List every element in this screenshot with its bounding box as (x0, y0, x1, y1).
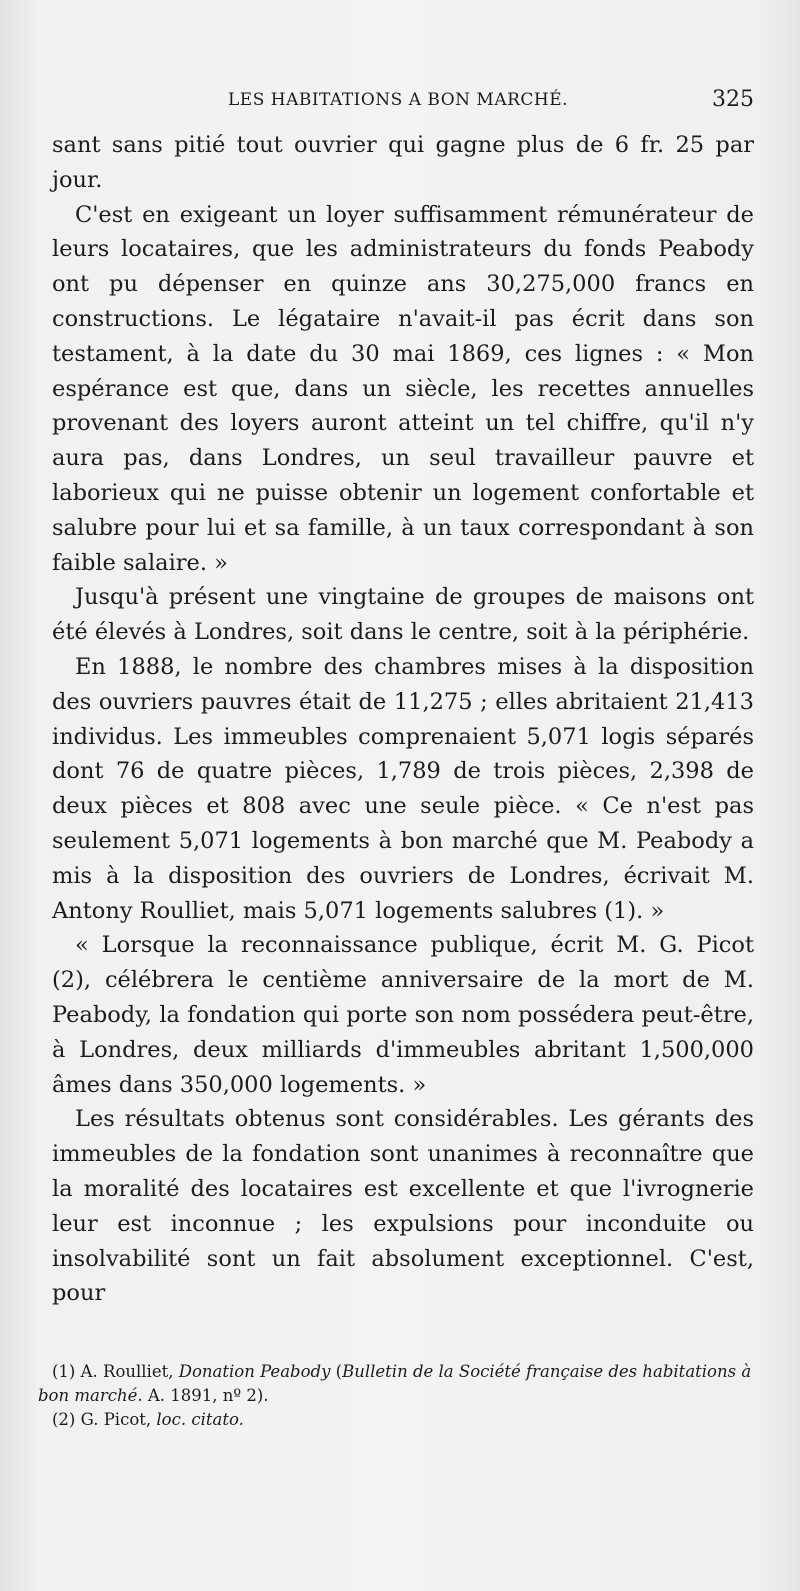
page-number: 325 (712, 87, 754, 112)
page-header (0, 87, 800, 120)
footnote-1-journal: Bulletin de la Société française des habitations à bon marché. (38, 1362, 752, 1405)
footnote-2 (38, 1408, 758, 1432)
footnote-1-title: Donation Peabody (178, 1362, 331, 1381)
paragraph-3: Jusqu'à présent une vingtaine de groupes de maisons ont été élevés à Londres, soit dans le centre, soit à la périphérie. (52, 584, 754, 646)
body-text (52, 128, 754, 1311)
paragraph-1: sant sans pitié tout ouvrier qui gagne plus de 6 fr. 25 par jour. (52, 132, 754, 193)
footnotes (38, 1360, 758, 1432)
paragraph-4: En 1888, le nombre des chambres mises à la disposition des ouvriers pauvres était de 11,275 ; elles abritaient 21,413 individus. Les immeubles comprenaient 5,071 logis séparés dont 76 de quatre pièces, 1,789 de trois pièces, 2,398 de deux pièces et 808 avec une seule pièce. « Ce n'est pas seulement 5,071 logements à bon marché que M. Peabody a mis à la disposition des ouvriers de Londres, écrivait M. Antony Roulliet, mais 5,071 logements salubres (1). » (52, 653, 754, 924)
footnote-1 (38, 1360, 758, 1408)
footnote-2-ref: loc. citato. (156, 1410, 244, 1429)
footnote-1-open: ( (335, 1362, 343, 1381)
footnote-2-marker: (2) G. Picot, (52, 1410, 152, 1429)
running-title: LES HABITATIONS A BON MARCHÉ. (228, 90, 569, 110)
paragraph-6: Les résultats obtenus sont considérables. Les gérants des immeubles de la fondation sont unanimes à reconnaître que la moralité des locataires est excellente et que l'ivrognerie leur est inconnue ; les expulsions pour inconduite ou insolvabilité sont un fait absolument exceptionnel. C'est, pour (52, 1106, 754, 1307)
paragraph-2: C'est en exigeant un loyer suffisamment rémunérateur de leurs locataires, que les administrateurs du fonds Peabody ont pu dépenser en quinze ans 30,275,000 francs en constructions. Le légataire n'avait-il pas écrit dans son testament, à la date du 30 mai 1869, ces lignes : « Mon espérance est que, dans un siècle, les recettes annuelles provenant des loyers auront atteint un tel chiffre, qu'il n'y aura pas, dans Londres, un seul travailleur pauvre et laborieux qui ne puisse obtenir un logement confortable et salubre pour lui et sa famille, à un taux correspondant à son faible salaire. » (52, 201, 754, 576)
footnote-1-marker: (1) A. Roulliet, (52, 1362, 174, 1381)
footnote-1-rest: A. 1891, nº 2). (147, 1386, 269, 1405)
paragraph-5: « Lorsque la reconnaissance publique, écrit M. G. Picot (2), célébrera le centième anniversaire de la mort de M. Peabody, la fondation qui porte son nom possédera peut-être, à Londres, deux milliards d'immeubles abritant 1,500,000 âmes dans 350,000 logements. » (52, 932, 754, 1098)
